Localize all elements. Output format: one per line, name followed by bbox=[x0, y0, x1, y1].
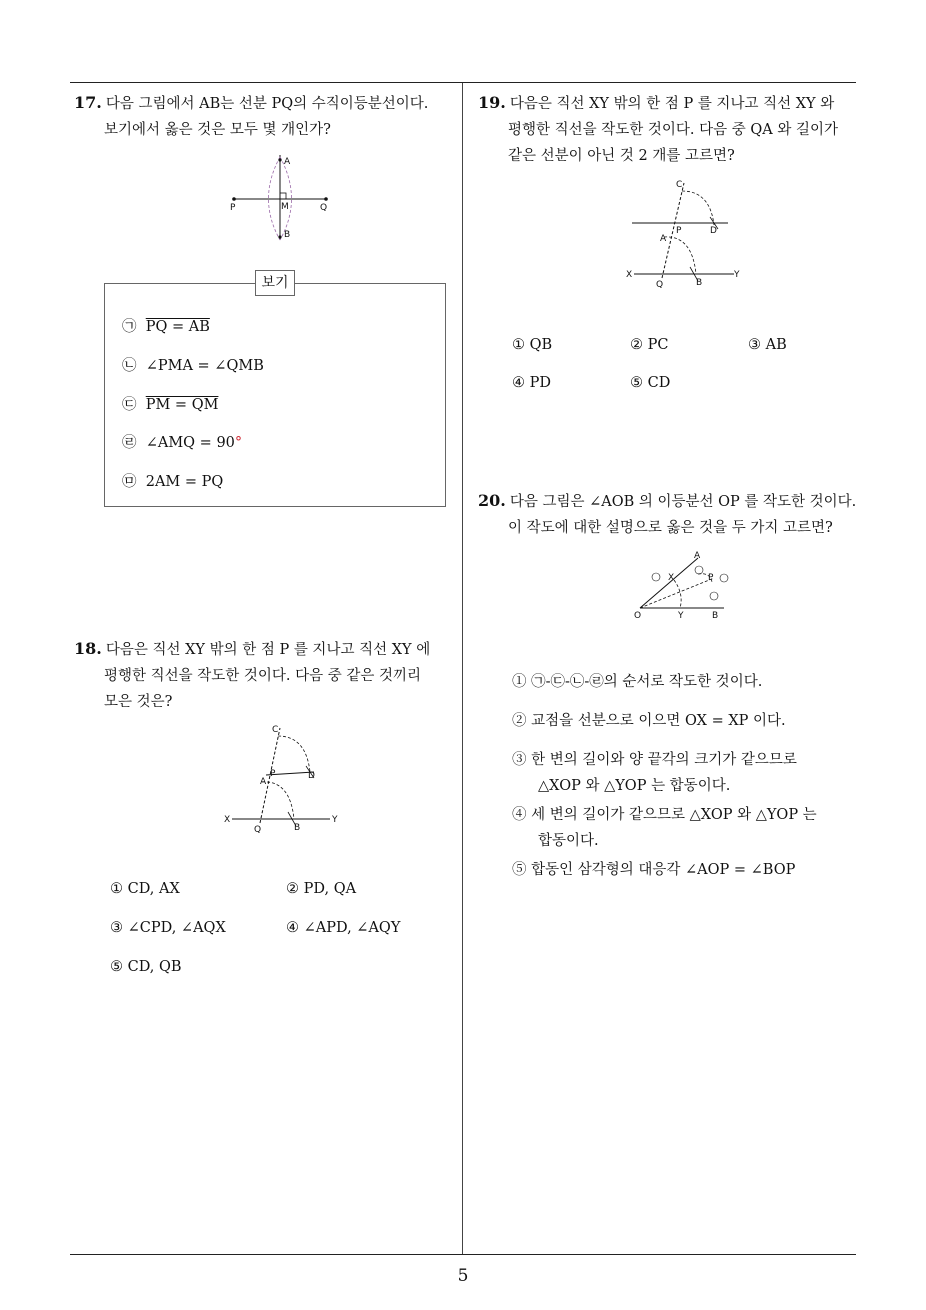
svg-text:A: A bbox=[660, 234, 667, 244]
bottom-rule bbox=[70, 1254, 856, 1255]
degree-symbol: ° bbox=[234, 435, 243, 451]
question-text: 다음 그림은 ∠AOB 의 이등분선 OP 를 작도한 것이다. bbox=[509, 494, 857, 510]
question-18 bbox=[74, 636, 459, 715]
svg-text:A: A bbox=[694, 551, 701, 561]
label-Q: Q bbox=[320, 203, 328, 213]
answer-option-2[interactable]: ② 교점을 선분으로 이으면 OX = XP 이다. bbox=[512, 713, 786, 729]
svg-text:Y: Y bbox=[332, 815, 338, 825]
answer-option-1[interactable]: ① CD, AX bbox=[110, 881, 180, 897]
bogi-item: ㉣ ∠AMQ = 90° bbox=[122, 435, 243, 451]
parallel-line-construction-diagram bbox=[222, 720, 342, 835]
label-P: P bbox=[230, 203, 236, 213]
answer-option-1[interactable]: ① QB bbox=[512, 337, 553, 353]
question-number: 19. bbox=[478, 93, 506, 112]
answer-option-5[interactable]: ⑤ CD bbox=[630, 375, 671, 391]
answer-option-3[interactable]: ③ ∠CPD, ∠AQX bbox=[110, 920, 226, 936]
question-number: 18. bbox=[74, 639, 102, 658]
label-M: M bbox=[281, 202, 289, 212]
question-number: 17. bbox=[74, 93, 102, 112]
top-rule bbox=[70, 82, 856, 83]
answer-option-4-cont: 합동이다. bbox=[538, 833, 599, 849]
svg-text:B: B bbox=[294, 823, 301, 833]
svg-text:Q: Q bbox=[656, 280, 664, 290]
bogi-item: ㉤ 2AM = PQ bbox=[122, 474, 224, 490]
parallel-line-construction-diagram bbox=[624, 175, 744, 290]
answer-option-4[interactable]: ④ ∠APD, ∠AQY bbox=[286, 920, 401, 936]
svg-text:X: X bbox=[224, 815, 231, 825]
answer-option-3[interactable]: ③ AB bbox=[748, 337, 787, 353]
question-19 bbox=[478, 90, 863, 169]
bogi-item: ㉠ PQ = AB bbox=[122, 319, 210, 335]
svg-text:Y: Y bbox=[734, 270, 740, 280]
svg-text:B: B bbox=[696, 278, 703, 288]
answer-option-2[interactable]: ② PD, QA bbox=[286, 881, 357, 897]
svg-text:Q: Q bbox=[254, 825, 262, 835]
answer-option-2[interactable]: ② PC bbox=[630, 337, 669, 353]
question-text: 평행한 직선을 작도한 것이다. 다음 중 같은 것끼리 bbox=[104, 668, 422, 684]
svg-text:C: C bbox=[676, 180, 683, 190]
question-number: 20. bbox=[478, 491, 506, 510]
question-text: 모은 것은? bbox=[104, 694, 173, 710]
answer-option-3-cont: △XOP 와 △YOP 는 합동이다. bbox=[538, 778, 731, 794]
svg-text:Y: Y bbox=[678, 611, 684, 621]
answer-option-3[interactable]: ③ 한 변의 길이와 양 끝각의 크기가 같으므로 bbox=[512, 752, 797, 768]
perpendicular-bisector-diagram bbox=[222, 152, 337, 244]
question-text: 다음은 직선 XY 밖의 한 점 P 를 지나고 직선 XY 와 bbox=[509, 96, 835, 112]
svg-text:X: X bbox=[626, 270, 633, 280]
question-17 bbox=[74, 90, 459, 143]
svg-text:P: P bbox=[676, 226, 682, 236]
label-A: A bbox=[284, 157, 291, 167]
svg-text:D: D bbox=[710, 226, 717, 236]
svg-text:D: D bbox=[308, 771, 315, 781]
svg-text:X: X bbox=[668, 573, 675, 583]
column-divider bbox=[462, 83, 463, 1255]
svg-text:B: B bbox=[712, 611, 719, 621]
bogi-item: ㉡ ∠PMA = ∠QMB bbox=[122, 358, 264, 374]
question-text: 다음 그림에서 AB는 선분 PQ의 수직이등분선이다. bbox=[105, 96, 429, 112]
question-text: 평행한 직선을 작도한 것이다. 다음 중 QA 와 길이가 bbox=[508, 122, 838, 138]
svg-text:P: P bbox=[708, 573, 714, 583]
question-text: 보기에서 옳은 것은 모두 몇 개인가? bbox=[104, 122, 331, 138]
answer-option-4[interactable]: ④ 세 변의 길이가 같으므로 △XOP 와 △YOP 는 bbox=[512, 807, 817, 823]
angle-bisector-diagram bbox=[632, 548, 738, 622]
bogi-title: 보기 bbox=[255, 270, 295, 296]
svg-text:O: O bbox=[634, 611, 642, 621]
svg-text:A: A bbox=[260, 777, 267, 787]
question-text: 이 작도에 대한 설명으로 옳은 것을 두 가지 고르면? bbox=[508, 520, 833, 536]
answer-option-5[interactable]: ⑤ 합동인 삼각형의 대응각 ∠AOP = ∠BOP bbox=[512, 862, 796, 878]
answer-option-1[interactable]: ① ㉠-㉢-㉡-㉣의 순서로 작도한 것이다. bbox=[512, 674, 763, 690]
answer-option-4[interactable]: ④ PD bbox=[512, 375, 551, 391]
svg-text:P: P bbox=[270, 769, 276, 779]
question-text: 다음은 직선 XY 밖의 한 점 P 를 지나고 직선 XY 에 bbox=[105, 642, 431, 658]
page-number: 5 bbox=[457, 1266, 469, 1286]
question-text: 같은 선분이 아닌 것 2 개를 고르면? bbox=[508, 148, 735, 164]
answer-option-5[interactable]: ⑤ CD, QB bbox=[110, 959, 182, 975]
label-B: B bbox=[284, 230, 291, 240]
bogi-item: ㉢ PM = QM bbox=[122, 397, 219, 413]
svg-text:C: C bbox=[272, 725, 279, 735]
question-20 bbox=[478, 488, 863, 541]
